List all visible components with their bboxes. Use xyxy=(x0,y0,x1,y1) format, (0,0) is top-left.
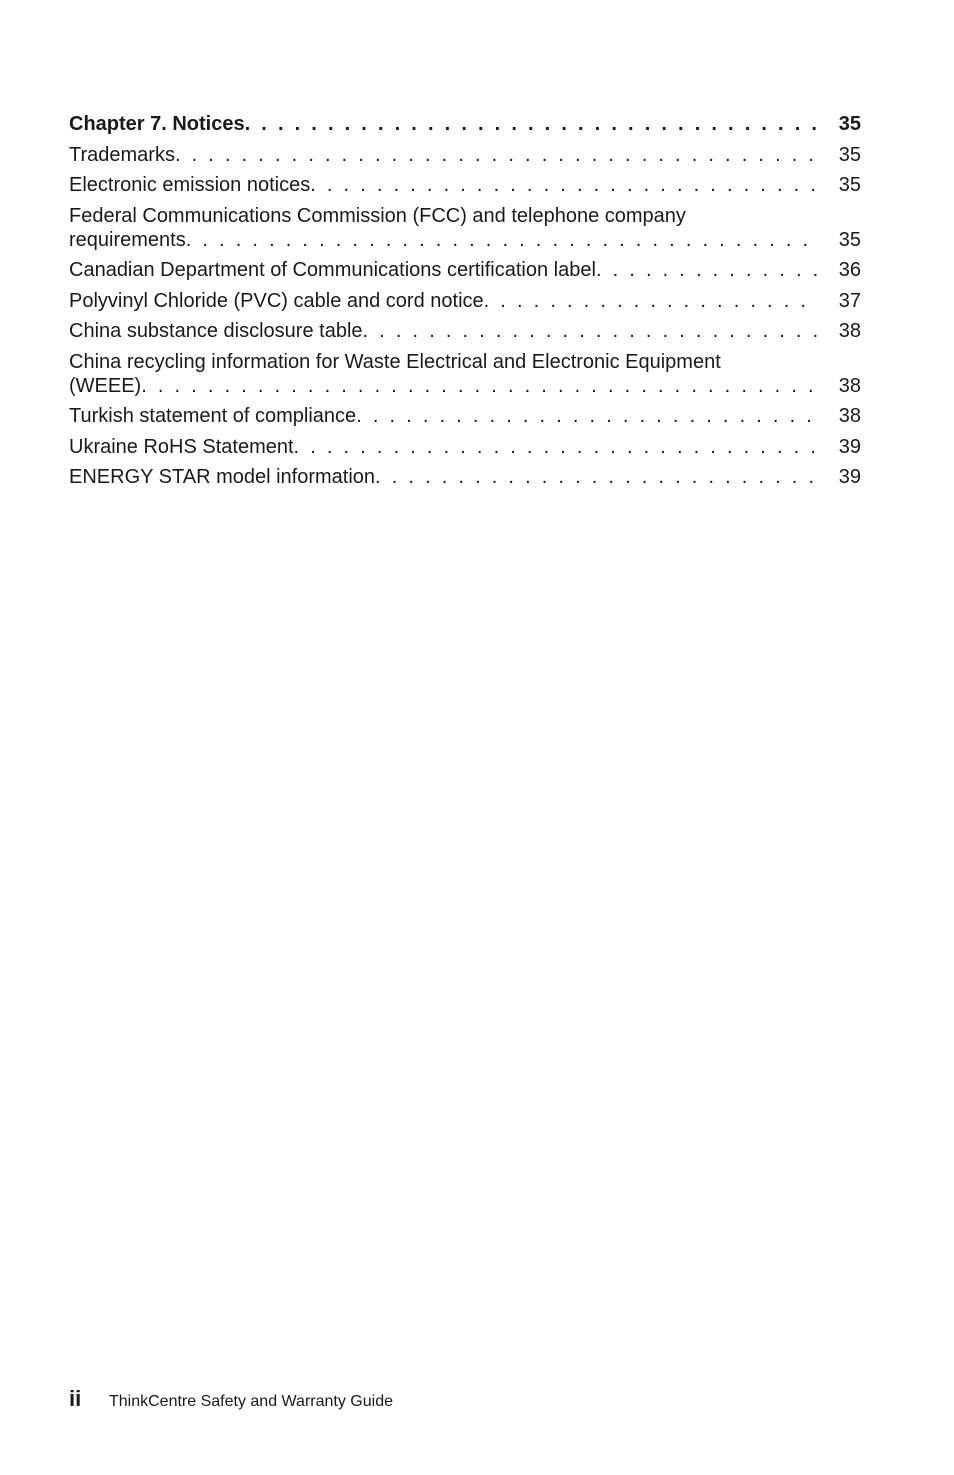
toc-entry[interactable] xyxy=(69,435,861,459)
toc-entry[interactable] xyxy=(69,404,861,428)
toc-dot-leader xyxy=(175,143,817,167)
toc-entry[interactable] xyxy=(69,319,861,343)
toc-entry-title: China substance disclosure table xyxy=(69,320,363,342)
toc-entry[interactable] xyxy=(69,350,861,398)
toc-entry[interactable] xyxy=(69,258,861,282)
footer-document-title: ThinkCentre Safety and Warranty Guide xyxy=(109,1393,393,1410)
toc-entry-title: requirements xyxy=(69,228,186,251)
toc-entry-title-line1: China recycling information for Waste Electrical and Electronic Equipment xyxy=(69,350,721,373)
toc-entry-title: Polyvinyl Chloride (PVC) cable and cord notice xyxy=(69,289,484,312)
toc-entry-page: 38 xyxy=(838,320,861,342)
toc-entry[interactable] xyxy=(69,289,861,313)
toc-entry-page: 37 xyxy=(838,289,861,312)
toc-entry-page: 39 xyxy=(838,466,861,488)
toc-entry-title: Canadian Department of Communications certification label xyxy=(69,259,596,281)
toc-entry-title: Trademarks xyxy=(69,143,175,166)
toc-entry[interactable] xyxy=(69,173,861,197)
toc-entry-page: 38 xyxy=(838,405,861,427)
toc-dot-leader xyxy=(245,112,817,136)
toc-dot-leader xyxy=(596,258,817,282)
toc-entry[interactable] xyxy=(69,143,861,167)
toc-entry-title: (WEEE) xyxy=(69,374,142,397)
toc-chapter-entry[interactable] xyxy=(69,112,861,136)
toc-entry-page: 35 xyxy=(838,143,861,166)
page-footer xyxy=(69,1386,393,1412)
table-of-contents xyxy=(69,112,861,496)
toc-entry-title: ENERGY STAR model information xyxy=(69,466,376,488)
toc-entry[interactable] xyxy=(69,204,861,252)
toc-dot-leader xyxy=(310,173,817,197)
toc-dot-leader xyxy=(294,435,817,459)
toc-dot-leader xyxy=(186,228,817,252)
toc-entry-title-line1: Federal Communications Commission (FCC) and telephone company xyxy=(69,204,686,227)
toc-dot-leader xyxy=(375,465,817,489)
toc-dot-leader xyxy=(356,404,817,428)
toc-entry-page: 36 xyxy=(838,259,861,281)
toc-dot-leader xyxy=(363,319,817,343)
footer-page-number: ii xyxy=(69,1386,82,1411)
toc-entry-title: Chapter 7. Notices xyxy=(69,113,245,135)
toc-entry-title: Ukraine RoHS Statement xyxy=(69,435,294,458)
toc-entry-page: 35 xyxy=(838,113,861,135)
toc-dot-leader xyxy=(141,374,817,398)
toc-entry-page: 35 xyxy=(838,174,861,196)
toc-entry[interactable] xyxy=(69,465,861,489)
toc-entry-title: Turkish statement of compliance xyxy=(69,405,357,427)
toc-entry-page: 35 xyxy=(838,228,861,251)
toc-entry-title: Electronic emission notices xyxy=(69,174,311,196)
toc-entry-page: 39 xyxy=(838,435,861,458)
toc-entry-page: 38 xyxy=(838,374,861,397)
toc-dot-leader xyxy=(484,289,817,313)
